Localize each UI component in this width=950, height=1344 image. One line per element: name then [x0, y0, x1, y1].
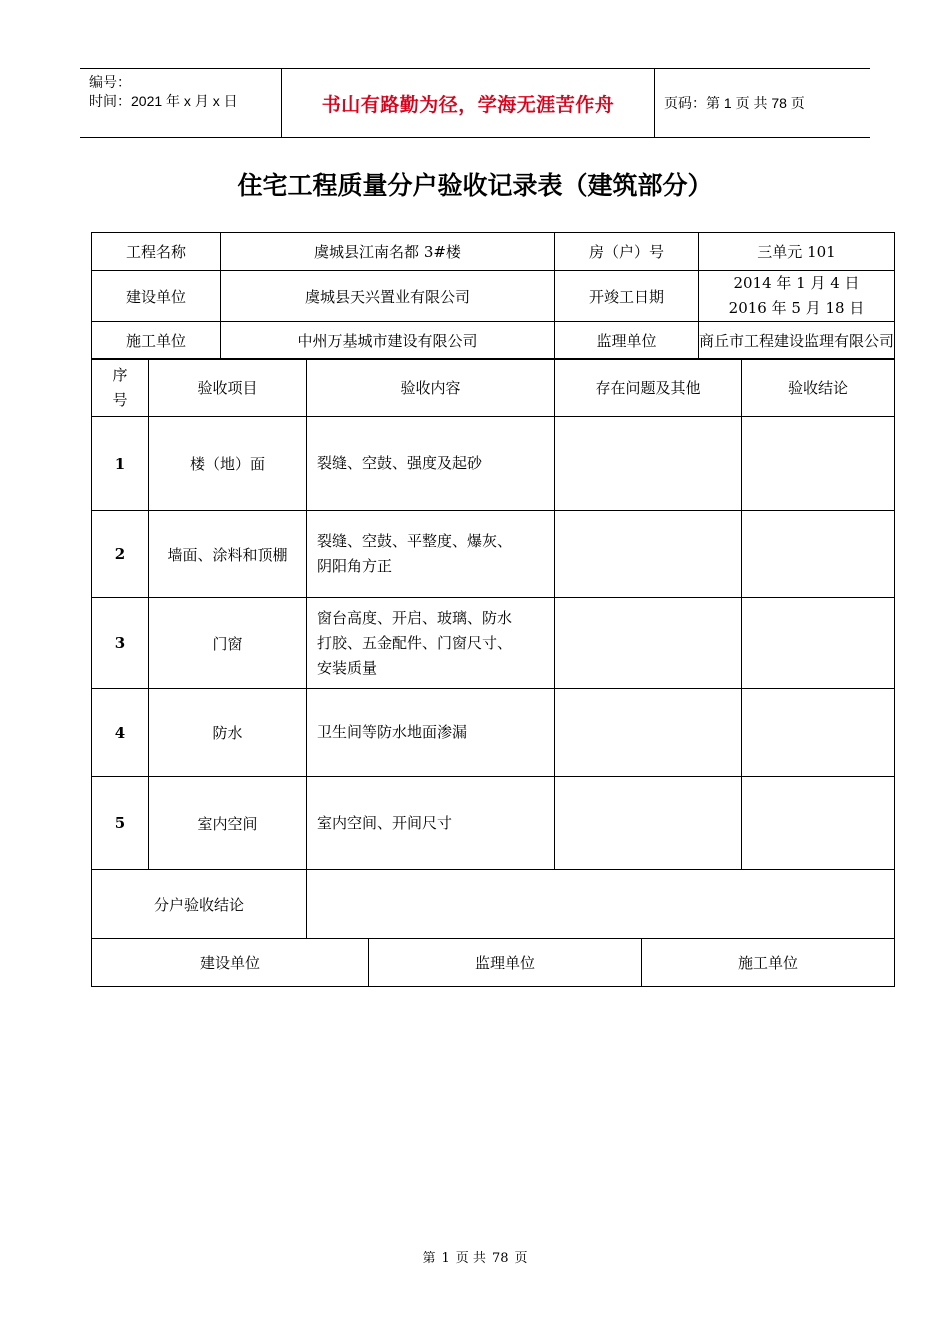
signature-supervisor: 监理单位: [369, 939, 642, 987]
project-name-value: 虞城县江南名都 3#楼: [221, 233, 555, 271]
header-meta: [80, 69, 281, 137]
row-issues-cell[interactable]: [555, 777, 742, 870]
builder-value: 虞城县天兴置业有限公司: [221, 271, 555, 322]
start-date: 2014 年 1 月 4 日: [733, 274, 860, 292]
signature-builder: 建设单位: [92, 939, 369, 987]
table-row: [92, 777, 895, 870]
row-item: 防水: [149, 689, 307, 777]
col-content: 验收内容: [307, 359, 555, 417]
row-content: 裂缝、空鼓、平整度、爆灰、 阴阳角方正: [307, 511, 555, 598]
row-conclusion-cell[interactable]: [742, 417, 895, 511]
document-header: [80, 68, 870, 138]
time-label: 时间：2021 年 x 月 x 日: [89, 93, 238, 109]
row-issues-cell[interactable]: [555, 598, 742, 689]
row-conclusion-cell[interactable]: [742, 511, 895, 598]
summary-label: 分户验收结论: [92, 870, 307, 939]
row-conclusion-cell[interactable]: [742, 598, 895, 689]
row-content: 室内空间、开间尺寸: [307, 777, 555, 870]
inspection-table: [91, 358, 895, 939]
signature-contractor: 施工单位: [642, 939, 895, 987]
row-conclusion-cell[interactable]: [742, 777, 895, 870]
table-row: [92, 511, 895, 598]
row-number: 5: [92, 777, 149, 870]
contractor-label: 施工单位: [92, 322, 221, 360]
inspection-header-row: [92, 359, 895, 417]
page-footer: 第 1 页 共 78 页: [422, 1251, 528, 1266]
row-number: 1: [92, 417, 149, 511]
signature-row: [92, 939, 895, 987]
footer-page-number: 1: [441, 1251, 450, 1266]
footer-total-pages: 78: [491, 1251, 509, 1266]
contractor-value: 中州万基城市建设有限公司: [221, 322, 555, 360]
table-row: [92, 689, 895, 777]
col-issues: 存在问题及其他: [555, 359, 742, 417]
info-row-project: [92, 233, 895, 271]
room-label: 房（户）号: [555, 233, 699, 271]
project-name-label: 工程名称: [92, 233, 221, 271]
row-issues-cell[interactable]: [555, 511, 742, 598]
summary-row: [92, 870, 895, 939]
col-conclusion: 验收结论: [742, 359, 895, 417]
supervisor-label: 监理单位: [555, 322, 699, 360]
room-value: 三单元 101: [699, 233, 895, 271]
page-title: 住宅工程质量分户验收记录表（建筑部分）: [237, 171, 713, 200]
info-row-builder: [92, 271, 895, 322]
row-item: 楼（地）面: [149, 417, 307, 511]
end-date: 2016 年 5 月 18 日: [728, 299, 865, 317]
header-motto: 书山有路勤为径，学海无涯苦作舟: [281, 69, 655, 137]
dates-value: [699, 271, 895, 322]
header-page-info: 页码：第 1 页 共 78 页: [664, 95, 805, 111]
info-row-contractor: [92, 322, 895, 360]
row-content: 窗台高度、开启、玻璃、防水 打胶、五金配件、门窗尺寸、 安装质量: [307, 598, 555, 689]
summary-cell[interactable]: [307, 870, 895, 939]
row-item: 墙面、涂料和顶棚: [149, 511, 307, 598]
table-row: [92, 417, 895, 511]
row-number: 2: [92, 511, 149, 598]
row-number: 4: [92, 689, 149, 777]
row-item: 门窗: [149, 598, 307, 689]
signature-table: [91, 938, 895, 987]
row-content: 卫生间等防水地面渗漏: [307, 689, 555, 777]
row-content: 裂缝、空鼓、强度及起砂: [307, 417, 555, 511]
builder-label: 建设单位: [92, 271, 221, 322]
row-item: 室内空间: [149, 777, 307, 870]
col-item: 验收项目: [149, 359, 307, 417]
row-issues-cell[interactable]: [555, 689, 742, 777]
serial-label: 编号：: [89, 74, 131, 90]
row-issues-cell[interactable]: [555, 417, 742, 511]
dates-label: 开竣工日期: [555, 271, 699, 322]
row-number: 3: [92, 598, 149, 689]
info-table: [91, 232, 895, 360]
supervisor-value: 商丘市工程建设监理有限公司: [699, 322, 895, 360]
row-conclusion-cell[interactable]: [742, 689, 895, 777]
table-row: [92, 598, 895, 689]
col-seq: 序 号: [92, 359, 149, 417]
